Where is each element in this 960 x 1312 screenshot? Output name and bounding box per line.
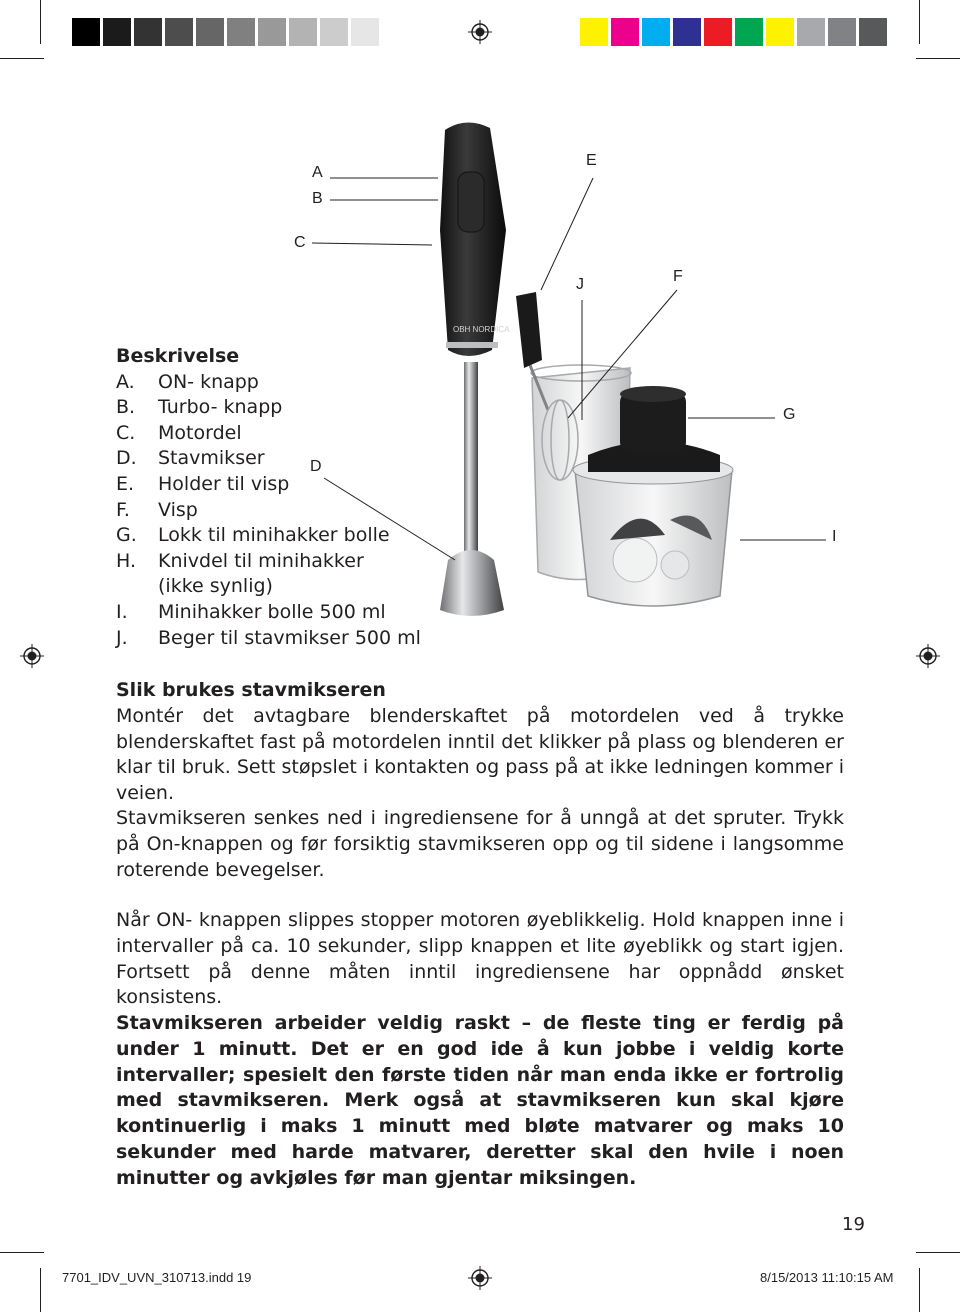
item-text: Visp — [158, 498, 198, 521]
usage-paragraph-3: Når ON- knappen slippes stopper motoren øyeblikkelig. Hold knappen inne i intervaller på ca. 10 sekunder, slipp knappen et lite øyeblikk og start igjen. Fortsett på denne måten inntil ingrediensene har oppnådd ønsket konsistens. — [116, 909, 844, 1009]
crop-mark — [40, 0, 41, 44]
grey-swatch — [165, 18, 193, 46]
color-swatch — [828, 18, 856, 46]
crop-mark — [0, 1252, 44, 1253]
item-text: Knivdel til minihakker — [158, 549, 364, 572]
registration-mark-icon — [468, 20, 492, 44]
description-item — [116, 472, 456, 498]
grey-swatch — [196, 18, 224, 46]
color-swatch — [735, 18, 763, 46]
figure-label-f: F — [673, 268, 683, 285]
description-heading: Beskrivelse — [116, 345, 240, 367]
description-item — [116, 523, 456, 549]
item-text: ON- knapp — [158, 370, 259, 393]
usage-section — [116, 678, 844, 807]
figure-label-c: C — [294, 234, 306, 251]
figure-label-e: E — [586, 152, 597, 169]
grey-swatch — [258, 18, 286, 46]
color-swatch — [766, 18, 794, 46]
parts-description — [116, 344, 456, 651]
grey-swatch — [134, 18, 162, 46]
description-item — [116, 600, 456, 626]
crop-mark — [916, 1252, 960, 1253]
description-item — [116, 370, 456, 396]
item-text: (ikke synlig) — [158, 575, 273, 598]
item-key: A. — [116, 370, 135, 393]
grey-swatch — [72, 18, 100, 46]
crop-mark — [0, 58, 44, 59]
file-slug: 7701_IDV_UVN_310713.indd 19 — [62, 1270, 252, 1285]
figure-label-j: J — [576, 276, 584, 293]
item-key: I. — [116, 600, 128, 623]
grey-swatch — [103, 18, 131, 46]
brand-logo: OBH NORDICA — [453, 325, 510, 334]
product-illustration — [420, 110, 750, 630]
description-item — [116, 498, 456, 524]
crop-mark — [919, 0, 920, 44]
item-key: E. — [116, 472, 135, 495]
item-text: Lokk til minihakker bolle — [158, 524, 390, 547]
usage-paragraph-1: Montér det avtagbare blenderskaftet på motordelen ved å trykke blenderskaftet fast på motordelen inntil det klikker på plass og blenderen er klar til bruk. Sett støpslet i kontakten og pass på at ikke ledningen kommer i veien. — [116, 704, 845, 805]
color-swatch — [642, 18, 670, 46]
color-swatch — [611, 18, 639, 46]
registration-mark-icon — [916, 644, 940, 668]
usage-paragraph-2: Stavmikseren senkes ned i ingrediensene for å unngå at det spruter. Trykk på On-knappen og før forsiktig stavmikseren opp og til sidene i langsomme roterende bevegelser. — [116, 807, 844, 881]
description-item — [116, 446, 456, 472]
item-key: H. — [116, 549, 136, 572]
description-item — [116, 626, 456, 652]
item-key — [116, 574, 158, 600]
grey-swatch — [289, 18, 317, 46]
warning-paragraph: Stavmikseren arbeider veldig raskt – de fleste ting er ferdig på under 1 minutt. Det er en god ide å kun jobbe i veldig korte intervaller; spesielt den første tiden når man enda ikke er fortrolig med stavmikseren. Merk også at stavmikseren kun skal kjøre kontinuerlig i maks 1 minutt med bløte matvarer og maks 10 sekunder med harde matvarer, deretter skal den hvile i noen minutter og avkjøles før man gjentar miksingen. — [116, 1012, 844, 1189]
color-swatch — [673, 18, 701, 46]
figure-label-d: D — [310, 458, 322, 475]
item-text: Turbo- knapp — [158, 396, 283, 419]
registration-mark-icon — [468, 1266, 492, 1290]
color-swatch — [797, 18, 825, 46]
item-key: G. — [116, 524, 137, 547]
description-item — [116, 395, 456, 421]
crop-mark — [919, 1268, 920, 1312]
grey-swatch — [227, 18, 255, 46]
item-text: Minihakker bolle 500 ml — [158, 600, 386, 623]
registration-mark-icon — [20, 644, 44, 668]
crop-mark — [40, 1268, 41, 1312]
description-item — [116, 421, 456, 447]
date-slug: 8/15/2013 11:10:15 AM — [760, 1270, 894, 1285]
item-key: J. — [116, 626, 128, 649]
usage-heading: Slik brukes stavmikseren — [116, 679, 386, 701]
color-swatch — [704, 18, 732, 46]
item-text: Holder til visp — [158, 472, 290, 495]
grey-swatch — [351, 18, 379, 46]
page-number: 19 — [842, 1214, 865, 1235]
item-text: Motordel — [158, 421, 242, 444]
item-key: F. — [116, 498, 130, 521]
description-list — [116, 370, 456, 652]
figure-label-g: G — [783, 406, 796, 423]
crop-mark — [916, 58, 960, 59]
description-item — [116, 549, 456, 575]
item-key: D. — [116, 447, 137, 470]
grey-swatch — [320, 18, 348, 46]
item-text: Beger til stavmikser 500 ml — [158, 626, 421, 649]
color-swatch — [580, 18, 608, 46]
figure-label-i: I — [832, 528, 837, 545]
item-key: C. — [116, 421, 136, 444]
description-item — [116, 574, 456, 600]
item-key: B. — [116, 396, 136, 419]
item-text: Stavmikser — [158, 447, 265, 470]
figure-label-b: B — [312, 190, 323, 207]
color-swatch — [859, 18, 887, 46]
figure-label-a: A — [312, 164, 323, 181]
